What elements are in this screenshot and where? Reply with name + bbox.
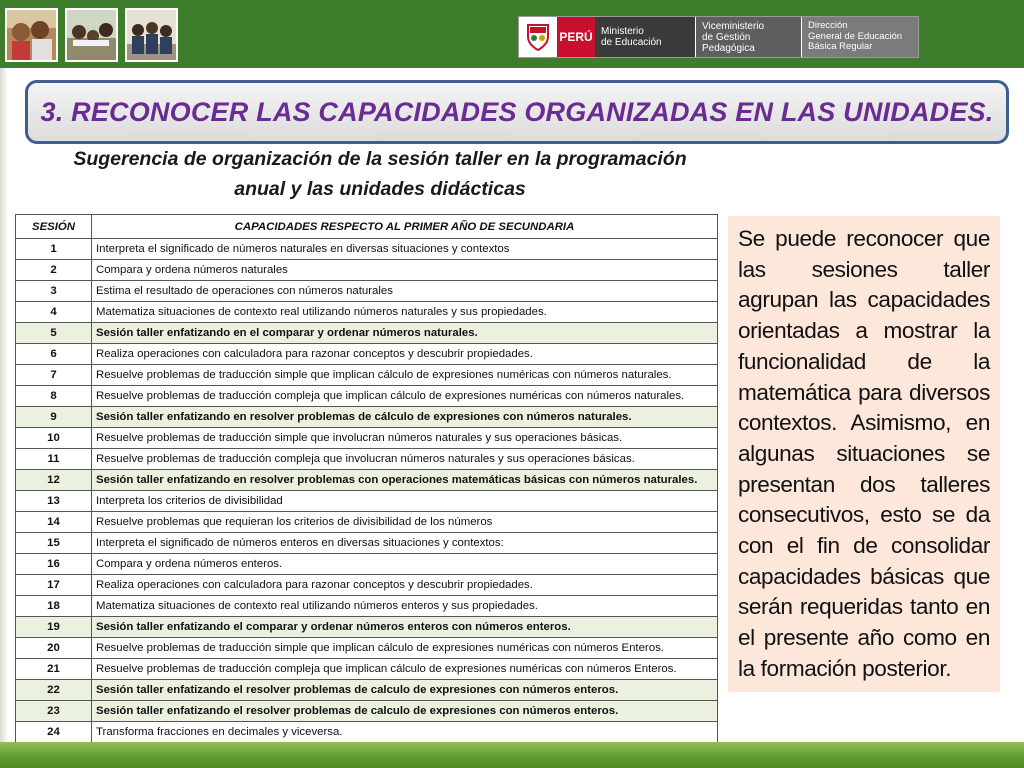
table-row (16, 302, 718, 323)
session-capacity: Transforma fracciones en decimales y viceversa. (92, 722, 718, 743)
session-number: 14 (16, 512, 92, 533)
peru-label: PERÚ (557, 17, 595, 57)
table-row (16, 533, 718, 554)
table-row (16, 344, 718, 365)
ministerio-label: Ministerio de Educación (595, 17, 695, 57)
classroom-photo (65, 8, 118, 62)
session-number: 11 (16, 449, 92, 470)
note-box (728, 216, 1000, 692)
session-number: 8 (16, 386, 92, 407)
session-number: 2 (16, 260, 92, 281)
header-capacities: CAPACIDADES RESPECTO AL PRIMER AÑO DE SECUNDARIA (92, 215, 718, 239)
table-row (16, 407, 718, 428)
table-row (16, 281, 718, 302)
session-number: 4 (16, 302, 92, 323)
title-box (25, 80, 1009, 144)
session-capacity: Sesión taller enfatizando el resolver problemas de calculo de expresiones con números enteros. (92, 680, 718, 701)
session-capacity: Realiza operaciones con calculadora para razonar conceptos y descubrir propiedades. (92, 575, 718, 596)
session-capacity: Resuelve problemas de traducción simple que implican cálculo de expresiones numéricas con números Enteros. (92, 638, 718, 659)
table-row (16, 491, 718, 512)
bottom-green-band (0, 742, 1024, 768)
table-row (16, 386, 718, 407)
session-capacity: Compara y ordena números enteros. (92, 554, 718, 575)
session-capacity: Matematiza situaciones de contexto real utilizando números naturales y sus propiedades. (92, 302, 718, 323)
session-capacity: Sesión taller enfatizando el comparar y ordenar números enteros con números enteros. (92, 617, 718, 638)
session-number: 1 (16, 239, 92, 260)
session-number: 10 (16, 428, 92, 449)
session-number: 24 (16, 722, 92, 743)
session-number: 23 (16, 701, 92, 722)
note-text: Se puede reconocer que las sesiones taller agrupan las capacidades orientadas a mostrar la funcionalidad de la matemática para diversos contextos. Asimismo, en algunas situaciones se presentan dos talleres consecutivos, esto se da con el fin de consolidar capacidades básicas que serán requeridas tanto en el presente año como en la formación posterior. (738, 226, 990, 681)
children-photo (5, 8, 58, 62)
table-row (16, 239, 718, 260)
sessions-table (15, 214, 718, 743)
session-capacity: Resuelve problemas de traducción compleja que implican cálculo de expresiones numéricas con números naturales. (92, 386, 718, 407)
table-row (16, 575, 718, 596)
peru-shield-icon (519, 17, 557, 57)
subtitle-line-1: Sugerencia de organización de la sesión taller en la programación (73, 148, 687, 170)
session-capacity: Sesión taller enfatizando en resolver problemas de cálculo de expresiones con números naturales. (92, 407, 718, 428)
session-capacity: Matematiza situaciones de contexto real utilizando números enteros y sus propiedades. (92, 596, 718, 617)
session-number: 7 (16, 365, 92, 386)
session-number: 20 (16, 638, 92, 659)
header-session: SESIÓN (16, 215, 92, 239)
session-number: 13 (16, 491, 92, 512)
table-row (16, 470, 718, 491)
session-number: 21 (16, 659, 92, 680)
table-row (16, 365, 718, 386)
subtitle-line-2: anual y las unidades didácticas (234, 178, 526, 200)
table-row (16, 512, 718, 533)
page-title: 3. RECONOCER LAS CAPACIDADES ORGANIZADAS EN LAS UNIDADES. (40, 96, 994, 127)
left-edge-decoration (0, 68, 8, 742)
session-capacity: Interpreta el significado de números enteros en diversas situaciones y contextos: (92, 533, 718, 554)
table-header-row (16, 215, 718, 239)
table-row (16, 596, 718, 617)
session-number: 15 (16, 533, 92, 554)
direccion-label: Dirección General de Educación Básica Regular (801, 17, 918, 57)
session-number: 16 (16, 554, 92, 575)
table-row (16, 323, 718, 344)
session-number: 5 (16, 323, 92, 344)
session-capacity: Estima el resultado de operaciones con números naturales (92, 281, 718, 302)
session-capacity: Resuelve problemas que requieran los criterios de divisibilidad de los números (92, 512, 718, 533)
viceministerio-label: Viceministerio de Gestión Pedagógica (695, 17, 801, 57)
session-capacity: Resuelve problemas de traducción compleja que involucran números naturales y sus operaciones básicas. (92, 449, 718, 470)
session-capacity: Sesión taller enfatizando en resolver problemas con operaciones matemáticas básicas con números naturales. (92, 470, 718, 491)
students-photo (125, 8, 178, 62)
session-capacity: Resuelve problemas de traducción simple que involucran números naturales y sus operaciones básicas. (92, 428, 718, 449)
table-row (16, 680, 718, 701)
session-capacity: Realiza operaciones con calculadora para razonar conceptos y descubrir propiedades. (92, 344, 718, 365)
session-number: 6 (16, 344, 92, 365)
session-capacity: Compara y ordena números naturales (92, 260, 718, 281)
table-row (16, 722, 718, 743)
table-row (16, 428, 718, 449)
ministry-logo-strip (518, 16, 919, 58)
table-row (16, 260, 718, 281)
table-row (16, 554, 718, 575)
table-row (16, 638, 718, 659)
table-body (16, 239, 718, 743)
session-number: 18 (16, 596, 92, 617)
table-row (16, 449, 718, 470)
session-capacity: Sesión taller enfatizando en el comparar y ordenar números naturales. (92, 323, 718, 344)
table-row (16, 701, 718, 722)
session-number: 12 (16, 470, 92, 491)
session-number: 22 (16, 680, 92, 701)
table-row (16, 659, 718, 680)
session-number: 9 (16, 407, 92, 428)
table-row (16, 617, 718, 638)
session-number: 17 (16, 575, 92, 596)
session-capacity: Sesión taller enfatizando el resolver problemas de calculo de expresiones con números enteros. (92, 701, 718, 722)
session-number: 3 (16, 281, 92, 302)
session-capacity: Interpreta los criterios de divisibilidad (92, 491, 718, 512)
session-capacity: Resuelve problemas de traducción compleja que implican cálculo de expresiones numéricas con números Enteros. (92, 659, 718, 680)
subtitle (25, 144, 735, 204)
session-number: 19 (16, 617, 92, 638)
session-capacity: Resuelve problemas de traducción simple que implican cálculo de expresiones numéricas con números naturales. (92, 365, 718, 386)
session-capacity: Interpreta el significado de números naturales en diversas situaciones y contextos (92, 239, 718, 260)
